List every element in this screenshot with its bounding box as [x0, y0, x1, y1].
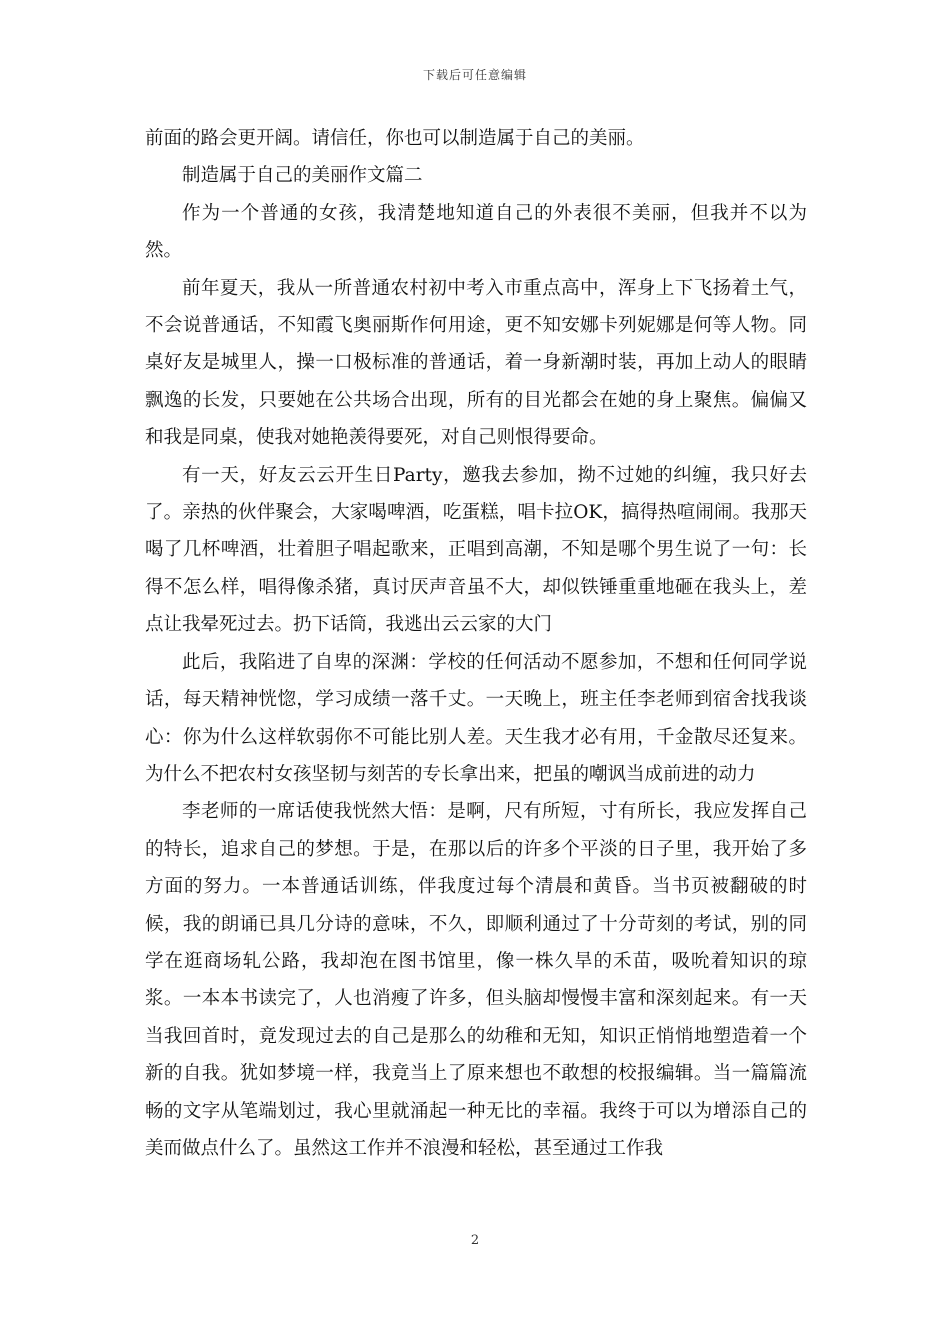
paragraph: 有一天，好友云云开生日Party，邀我去参加，拗不过她的纠缠，我只好去了。亲热的伙伴聚会，大家喝啤酒，吃蛋糕，唱卡拉OK，搞得热喧闹闹。我那天喝了几杯啤酒，壮着胆子唱起歌来，正唱到高潮，不知是哪个男生说了一句：长得不怎么样，唱得像杀猪，真讨厌声音虽不大，却似铁锤重重地砸在我头上，差点让我晕死过去。扔下话筒，我逃出云云家的大门: [145, 464, 807, 636]
paragraph: 前年夏天，我从一所普通农村初中考入市重点高中，浑身上下飞扬着土气，不会说普通话，不知霞飞奥丽斯作何用途，更不知安娜卡列妮娜是何等人物。同桌好友是城里人，操一口极标准的普通话，着一身新潮时装，再加上动人的眼睛飘逸的长发，只要她在公共场合出现，所有的目光都会在她的身上聚焦。偏偏又和我是同桌，使我对她艳羡得要死，对自己则恨得要命。: [145, 277, 807, 449]
paragraph: 作为一个普通的女孩，我清楚地知道自己的外表很不美丽，但我并不以为然。: [145, 202, 807, 262]
paragraph: 李老师的一席话使我恍然大悟：是啊，尺有所短，寸有所长，我应发挥自己的特长，追求自己的梦想。于是，在那以后的许多个平淡的日子里，我开始了多方面的努力。一本普通话训练，伴我度过每个清晨和黄昏。当书页被翻破的时候，我的朗诵已具几分诗的意味，不久，即顺利通过了十分苛刻的考试，别的同学在逛商场轧公路，我却泡在图书馆里，像一株久旱的禾苗，吸吮着知识的琼浆。一本本书读完了，人也消瘦了许多，但头脑却慢慢丰富和深刻起来。有一天当我回首时，竟发现过去的自己是那么的幼稚和无知，知识正悄悄地塑造着一个新的自我。犹如梦境一样，我竟当上了原来想也不敢想的校报编辑。当一篇篇流畅的文字从笔端划过，我心里就涌起一种无比的幸福。我终于可以为增添自己的美而做点什么了。虽然这工作并不浪漫和轻松，甚至通过工作我: [145, 801, 807, 1159]
paragraph-continuation: 前面的路会更开阔。请信任，你也可以制造属于自己的美丽。: [145, 128, 645, 149]
paragraph: 此后，我陷进了自卑的深渊：学校的任何活动不愿参加，不想和任何同学说话，每天精神恍惚，学习成绩一落千丈。一天晚上，班主任李老师到宿舍找我谈心：你为什么这样软弱你不可能比别人差。天生我才必有用，千金散尽还复来。为什么不把农村女孩坚韧与刻苦的专长拿出来，把虽的嘲讽当成前进的动力: [145, 651, 807, 785]
document-body: [145, 120, 807, 1167]
page-number: 2: [470, 1233, 480, 1248]
section-title: 制造属于自己的美丽作文篇二: [182, 165, 423, 187]
page-header: 下载后可任意编辑: [422, 68, 527, 82]
